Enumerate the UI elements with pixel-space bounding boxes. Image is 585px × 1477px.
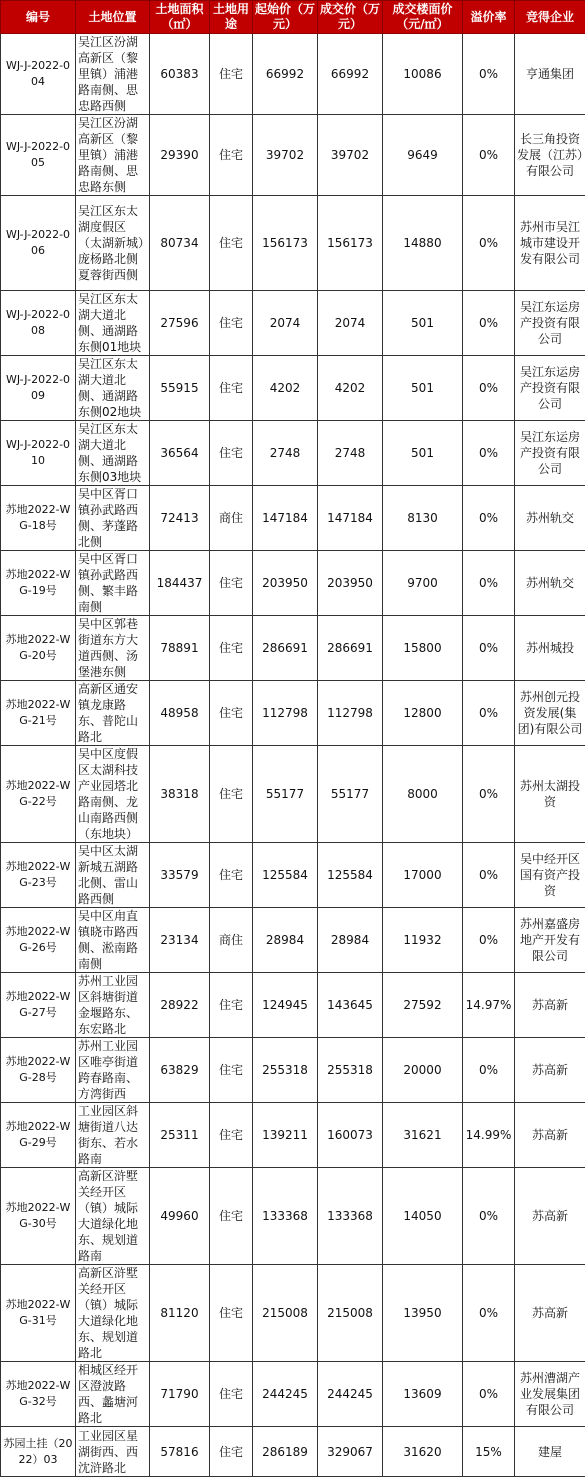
cell-location: 吴江区汾湖高新区（黎里镇）浦港路南侧、思忠路西侧	[76, 34, 150, 115]
cell-floor-price: 31621	[383, 1103, 463, 1168]
cell-company: 苏州市吴江城市建设开发有限公司	[515, 196, 585, 291]
cell-company: 吴中经开区国有资产投资	[515, 843, 585, 908]
cell-start-price: 133368	[253, 1168, 318, 1265]
cell-deal-price: 112798	[318, 681, 383, 746]
cell-location: 吴江区汾湖高新区（黎里镇）浦港路南侧、思忠路东侧	[76, 115, 150, 196]
cell-location: 高新区浒墅关经开区（镇）城际大道绿化地东、规划道路北	[76, 1265, 150, 1362]
cell-use: 住宅	[210, 356, 253, 421]
header-deal-price: 成交价（万元）	[318, 1, 383, 34]
cell-premium: 15%	[463, 1427, 515, 1477]
cell-use: 商住	[210, 486, 253, 551]
cell-premium: 14.99%	[463, 1103, 515, 1168]
cell-start-price: 286189	[253, 1427, 318, 1477]
cell-start-price: 4202	[253, 356, 318, 421]
cell-start-price: 2748	[253, 421, 318, 486]
cell-area: 184437	[150, 551, 210, 616]
cell-premium: 0%	[463, 196, 515, 291]
cell-premium: 0%	[463, 1038, 515, 1103]
cell-location: 吴江区东太湖大道北侧、通湖路东侧01地块	[76, 291, 150, 356]
cell-area: 49960	[150, 1168, 210, 1265]
cell-floor-price: 501	[383, 356, 463, 421]
cell-floor-price: 14880	[383, 196, 463, 291]
cell-id: WJ-J-2022-008	[1, 291, 76, 356]
cell-floor-price: 31620	[383, 1427, 463, 1477]
table-row	[1, 356, 585, 421]
cell-area: 33579	[150, 843, 210, 908]
cell-deal-price: 143645	[318, 973, 383, 1038]
cell-area: 23134	[150, 908, 210, 973]
cell-start-price: 125584	[253, 843, 318, 908]
cell-location: 高新区通安镇龙康路东、普陀山路北	[76, 681, 150, 746]
cell-area: 71790	[150, 1362, 210, 1427]
cell-premium: 14.97%	[463, 973, 515, 1038]
cell-premium: 0%	[463, 291, 515, 356]
cell-location: 相城区经开区澄波路西、蠡塘河路北	[76, 1362, 150, 1427]
header-id: 编号	[1, 1, 76, 34]
table-row	[1, 1265, 585, 1362]
cell-start-price: 156173	[253, 196, 318, 291]
cell-premium: 0%	[463, 34, 515, 115]
cell-company: 苏州太湖投资	[515, 746, 585, 843]
cell-start-price: 255318	[253, 1038, 318, 1103]
cell-area: 55915	[150, 356, 210, 421]
cell-id: 苏园土挂（2022）03	[1, 1427, 76, 1477]
cell-id: WJ-J-2022-005	[1, 115, 76, 196]
cell-deal-price: 329067	[318, 1427, 383, 1477]
cell-area: 38318	[150, 746, 210, 843]
header-use: 土地用途	[210, 1, 253, 34]
cell-use: 住宅	[210, 1265, 253, 1362]
cell-company: 亨通集团	[515, 34, 585, 115]
table-row	[1, 1362, 585, 1427]
cell-deal-price: 125584	[318, 843, 383, 908]
cell-location: 吴中区太湖新城五湖路北侧、雷山路西侧	[76, 843, 150, 908]
cell-area: 28922	[150, 973, 210, 1038]
cell-id: 苏地2022-WG-21号	[1, 681, 76, 746]
cell-area: 25311	[150, 1103, 210, 1168]
cell-floor-price: 15800	[383, 616, 463, 681]
table-row	[1, 115, 585, 196]
cell-floor-price: 8130	[383, 486, 463, 551]
cell-floor-price: 9700	[383, 551, 463, 616]
cell-location: 工业园区斜塘街道八达街东、若水路南	[76, 1103, 150, 1168]
cell-use: 住宅	[210, 34, 253, 115]
cell-area: 72413	[150, 486, 210, 551]
cell-use: 住宅	[210, 551, 253, 616]
cell-deal-price: 203950	[318, 551, 383, 616]
cell-use: 住宅	[210, 1168, 253, 1265]
cell-area: 36564	[150, 421, 210, 486]
cell-use: 住宅	[210, 291, 253, 356]
cell-company: 长三角投资发展（江苏）有限公司	[515, 115, 585, 196]
table-row	[1, 1427, 585, 1477]
cell-location: 高新区浒墅关经开区（镇）城际大道绿化地东、规划道路南	[76, 1168, 150, 1265]
cell-deal-price: 28984	[318, 908, 383, 973]
cell-id: 苏地2022-WG-30号	[1, 1168, 76, 1265]
table-header	[1, 1, 585, 34]
cell-floor-price: 17000	[383, 843, 463, 908]
table-row	[1, 421, 585, 486]
cell-start-price: 215008	[253, 1265, 318, 1362]
cell-id: 苏地2022-WG-27号	[1, 973, 76, 1038]
cell-floor-price: 11932	[383, 908, 463, 973]
cell-company: 苏高新	[515, 1265, 585, 1362]
header-location: 土地位置	[76, 1, 150, 34]
cell-company: 苏高新	[515, 1168, 585, 1265]
cell-deal-price: 2748	[318, 421, 383, 486]
cell-premium: 0%	[463, 681, 515, 746]
cell-deal-price: 4202	[318, 356, 383, 421]
table-row	[1, 486, 585, 551]
cell-id: 苏地2022-WG-20号	[1, 616, 76, 681]
cell-start-price: 2074	[253, 291, 318, 356]
cell-premium: 0%	[463, 1168, 515, 1265]
cell-company: 吴江东运房产投资有限公司	[515, 356, 585, 421]
cell-start-price: 112798	[253, 681, 318, 746]
cell-id: WJ-J-2022-010	[1, 421, 76, 486]
cell-deal-price: 156173	[318, 196, 383, 291]
cell-company: 苏高新	[515, 973, 585, 1038]
cell-location: 吴中区郭巷街道东方大道西侧、汤堡港东侧	[76, 616, 150, 681]
cell-use: 住宅	[210, 1038, 253, 1103]
cell-floor-price: 14050	[383, 1168, 463, 1265]
cell-use: 住宅	[210, 421, 253, 486]
cell-company: 苏州轨交	[515, 486, 585, 551]
cell-id: 苏地2022-WG-31号	[1, 1265, 76, 1362]
cell-company: 苏州轨交	[515, 551, 585, 616]
cell-company: 苏州漕湖产业发展集团有限公司	[515, 1362, 585, 1427]
cell-floor-price: 501	[383, 421, 463, 486]
cell-deal-price: 55177	[318, 746, 383, 843]
table-row	[1, 34, 585, 115]
cell-premium: 0%	[463, 115, 515, 196]
cell-premium: 0%	[463, 843, 515, 908]
header-premium: 溢价率	[463, 1, 515, 34]
header-floor-price: 成交楼面价（元/㎡）	[383, 1, 463, 34]
cell-start-price: 203950	[253, 551, 318, 616]
table-row	[1, 973, 585, 1038]
cell-use: 住宅	[210, 115, 253, 196]
table-row	[1, 843, 585, 908]
cell-company: 苏州创元投资发展(集团)有限公司	[515, 681, 585, 746]
cell-start-price: 66992	[253, 34, 318, 115]
cell-location: 吴中区胥口镇孙武路西侧、茅蓬路北侧	[76, 486, 150, 551]
cell-area: 57816	[150, 1427, 210, 1477]
header-area: 土地面积（㎡）	[150, 1, 210, 34]
cell-use: 住宅	[210, 196, 253, 291]
cell-id: 苏地2022-WG-22号	[1, 746, 76, 843]
table-row	[1, 551, 585, 616]
cell-premium: 0%	[463, 908, 515, 973]
cell-id: WJ-J-2022-004	[1, 34, 76, 115]
cell-id: 苏地2022-WG-18号	[1, 486, 76, 551]
cell-company: 苏高新	[515, 1038, 585, 1103]
cell-premium: 0%	[463, 616, 515, 681]
cell-floor-price: 501	[383, 291, 463, 356]
cell-location: 苏州工业园区唯亭街道跨春路南、方湾街西	[76, 1038, 150, 1103]
cell-area: 48958	[150, 681, 210, 746]
cell-location: 吴中区胥口镇孙武路西侧、繁丰路南侧	[76, 551, 150, 616]
table-row	[1, 291, 585, 356]
cell-deal-price: 133368	[318, 1168, 383, 1265]
table-row	[1, 1168, 585, 1265]
header-start-price: 起始价（万元）	[253, 1, 318, 34]
cell-start-price: 286691	[253, 616, 318, 681]
cell-company: 建屋	[515, 1427, 585, 1477]
table-row	[1, 196, 585, 291]
cell-area: 80734	[150, 196, 210, 291]
table-row	[1, 908, 585, 973]
cell-use: 住宅	[210, 681, 253, 746]
cell-area: 81120	[150, 1265, 210, 1362]
cell-area: 29390	[150, 115, 210, 196]
cell-use: 住宅	[210, 746, 253, 843]
cell-location: 吴中区度假区太湖科技产业园塔北路南侧、龙山南路西侧（东地块）	[76, 746, 150, 843]
table-row	[1, 616, 585, 681]
cell-id: 苏地2022-WG-23号	[1, 843, 76, 908]
cell-company: 苏州城投	[515, 616, 585, 681]
cell-location: 苏州工业园区斜塘街道金堰路东、东宏路北	[76, 973, 150, 1038]
cell-premium: 0%	[463, 1265, 515, 1362]
cell-deal-price: 286691	[318, 616, 383, 681]
cell-deal-price: 66992	[318, 34, 383, 115]
table-row	[1, 681, 585, 746]
cell-premium: 0%	[463, 1362, 515, 1427]
cell-use: 住宅	[210, 1427, 253, 1477]
cell-location: 工业园区星湖街西、西沈浒路北	[76, 1427, 150, 1477]
cell-floor-price: 9649	[383, 115, 463, 196]
header-row	[1, 1, 585, 34]
cell-location: 吴中区甪直镇晓市路西侧、淞南路南侧	[76, 908, 150, 973]
cell-id: 苏地2022-WG-32号	[1, 1362, 76, 1427]
cell-location: 吴江区东太湖大道北侧、通湖路东侧03地块	[76, 421, 150, 486]
cell-company: 苏高新	[515, 1103, 585, 1168]
cell-premium: 0%	[463, 746, 515, 843]
cell-floor-price: 10086	[383, 34, 463, 115]
cell-start-price: 39702	[253, 115, 318, 196]
cell-use: 住宅	[210, 616, 253, 681]
cell-start-price: 28984	[253, 908, 318, 973]
cell-use: 住宅	[210, 973, 253, 1038]
cell-floor-price: 20000	[383, 1038, 463, 1103]
cell-start-price: 147184	[253, 486, 318, 551]
cell-deal-price: 244245	[318, 1362, 383, 1427]
cell-floor-price: 13950	[383, 1265, 463, 1362]
cell-floor-price: 8000	[383, 746, 463, 843]
cell-premium: 0%	[463, 551, 515, 616]
cell-id: 苏地2022-WG-29号	[1, 1103, 76, 1168]
cell-id: WJ-J-2022-006	[1, 196, 76, 291]
cell-company: 苏州嘉盛房地产开发有限公司	[515, 908, 585, 973]
cell-use: 商住	[210, 908, 253, 973]
cell-use: 住宅	[210, 1362, 253, 1427]
cell-deal-price: 39702	[318, 115, 383, 196]
cell-deal-price: 2074	[318, 291, 383, 356]
cell-area: 27596	[150, 291, 210, 356]
cell-id: 苏地2022-WG-28号	[1, 1038, 76, 1103]
cell-id: WJ-J-2022-009	[1, 356, 76, 421]
cell-start-price: 55177	[253, 746, 318, 843]
cell-premium: 0%	[463, 421, 515, 486]
cell-location: 吴江区东太湖大道北侧、通湖路东侧02地块	[76, 356, 150, 421]
table-row	[1, 1103, 585, 1168]
cell-area: 78891	[150, 616, 210, 681]
cell-start-price: 139211	[253, 1103, 318, 1168]
cell-floor-price: 27592	[383, 973, 463, 1038]
cell-floor-price: 12800	[383, 681, 463, 746]
cell-location: 吴江区东太湖度假区（太湖新城）庞杨路北侧夏蓉街西侧	[76, 196, 150, 291]
header-company: 竞得企业	[515, 1, 585, 34]
cell-use: 住宅	[210, 843, 253, 908]
table-row	[1, 746, 585, 843]
cell-id: 苏地2022-WG-26号	[1, 908, 76, 973]
cell-premium: 0%	[463, 356, 515, 421]
cell-area: 63829	[150, 1038, 210, 1103]
table-row	[1, 1038, 585, 1103]
cell-area: 60383	[150, 34, 210, 115]
cell-deal-price: 147184	[318, 486, 383, 551]
cell-use: 住宅	[210, 1103, 253, 1168]
cell-deal-price: 215008	[318, 1265, 383, 1362]
cell-id: 苏地2022-WG-19号	[1, 551, 76, 616]
table-body	[1, 34, 585, 1477]
cell-premium: 0%	[463, 486, 515, 551]
cell-deal-price: 255318	[318, 1038, 383, 1103]
cell-deal-price: 160073	[318, 1103, 383, 1168]
cell-floor-price: 13609	[383, 1362, 463, 1427]
cell-start-price: 244245	[253, 1362, 318, 1427]
cell-start-price: 124945	[253, 973, 318, 1038]
cell-company: 吴江东运房产投资有限公司	[515, 421, 585, 486]
cell-company: 吴江东运房产投资有限公司	[515, 291, 585, 356]
